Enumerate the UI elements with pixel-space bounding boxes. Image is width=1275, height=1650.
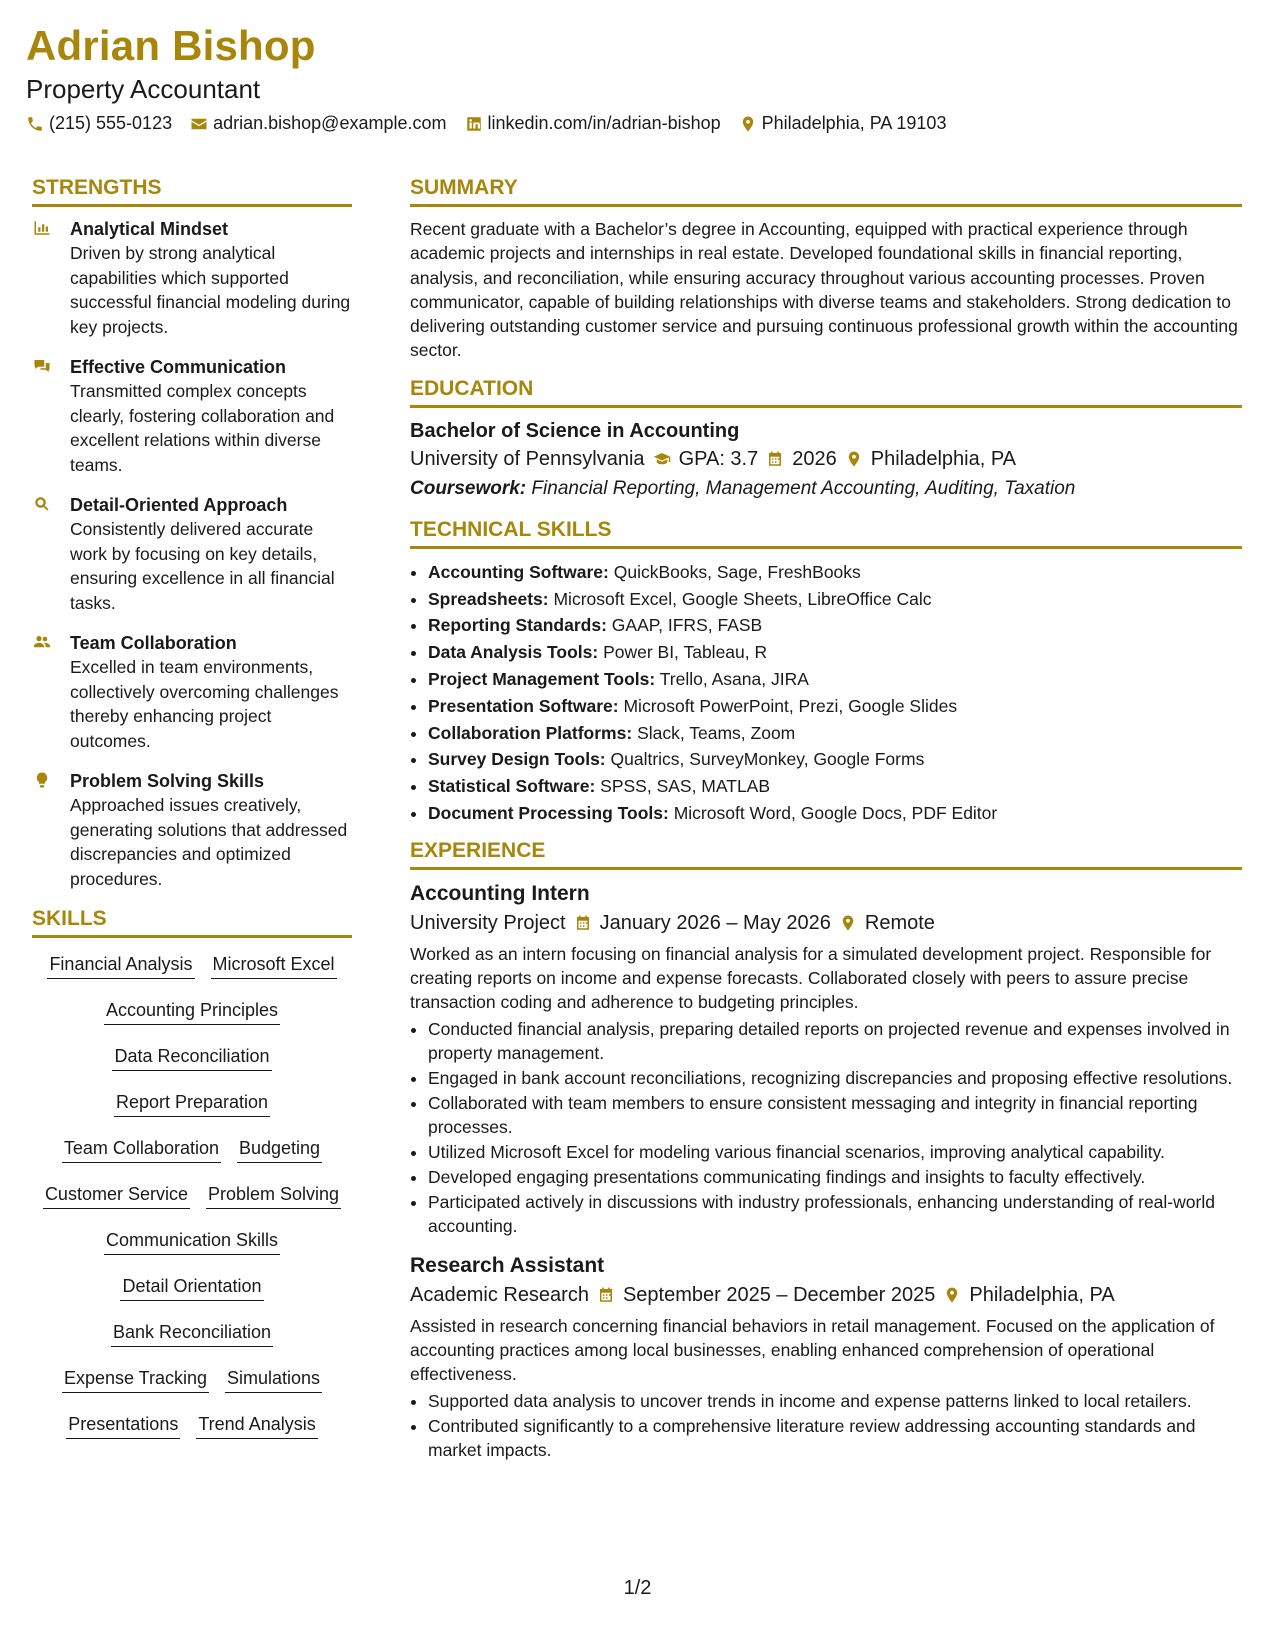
tech-skill-label: Reporting Standards: [428, 615, 607, 636]
summary-text: Recent graduate with a Bachelor’s degree in Accounting, equipped with practical experience through academic projects and internships in real estate. Developed foundational skills in financial reporting, analysis, and reconciliation, while ensuring accuracy throughout various accounting processes. Proven communicator, capable of building relationships with diverse teams and stakeholders. Strong dedication to delivering outstanding customer service and pursuing continuous professional growth within the accounting sector. [410, 219, 1238, 361]
calendar-icon [597, 1286, 615, 1304]
tech-skill-item [428, 559, 1242, 586]
skill-tag: Budgeting [237, 1132, 322, 1163]
strength-item [32, 217, 352, 339]
tech-skill-value: QuickBooks, Sage, FreshBooks [613, 561, 861, 582]
strengths-heading: STRENGTHS [32, 176, 352, 207]
linkedin-icon [465, 115, 483, 133]
job-entry [410, 1252, 1242, 1462]
job-meta [410, 1280, 1242, 1310]
experience-heading: EXPERIENCE [410, 839, 1242, 870]
contact-phone [26, 113, 172, 134]
gpa-text: GPA: 3.7 [678, 447, 759, 470]
strength-item [32, 631, 352, 753]
strength-title: Team Collaboration [70, 633, 237, 653]
tech-skill-label: Document Processing Tools: [428, 802, 669, 823]
map-pin-icon [943, 1286, 961, 1304]
skill-tag: Financial Analysis [47, 948, 194, 979]
strength-title: Effective Communication [70, 357, 287, 377]
job-bullet: • Collaborated with team members to ensure consistent messaging and integrity in financial reporting processes. [428, 1091, 1242, 1139]
tech-skill-label: Data Analysis Tools: [428, 642, 599, 663]
tech-skill-value: GAAP, IFRS, FASB [611, 615, 763, 636]
contact-email[interactable] [190, 113, 446, 134]
tech-skill-label: Survey Design Tools: [428, 749, 606, 770]
tech-skill-item [428, 666, 1242, 693]
users-icon [32, 631, 70, 753]
tech-skill-value: Power BI, Tableau, R [603, 642, 768, 663]
comments-icon [32, 355, 70, 477]
strength-desc: Excelled in team environments, collectively overcoming challenges thereby enhancing project outcomes. [70, 657, 339, 751]
job-description: Assisted in research concerning financial behaviors in retail management. Focused on the application of accounting practices among local businesses, enabling enhanced comprehension of operational effectiveness. [410, 1315, 1215, 1385]
left-column [32, 176, 352, 1454]
skills-list [32, 948, 352, 1454]
coursework [410, 474, 1242, 504]
education-heading: EDUCATION [410, 377, 1242, 408]
skills-heading: SKILLS [32, 907, 352, 938]
strength-item [32, 355, 352, 477]
strength-desc: Consistently delivered accurate work by focusing on key details, ensuring excellence in all financial tasks. [70, 519, 335, 613]
tech-skill-label: Accounting Software: [428, 561, 609, 582]
page-number: 1/2 [623, 1577, 652, 1599]
map-pin-icon [845, 450, 863, 468]
tech-skill-label: Project Management Tools: [428, 668, 656, 689]
strength-item [32, 493, 352, 615]
chart-icon [32, 217, 70, 339]
skill-tag: Detail Orientation [120, 1270, 263, 1301]
contact-bar [26, 113, 946, 134]
job-entry [410, 880, 1242, 1238]
tech-skill-value: Slack, Teams, Zoom [637, 722, 796, 743]
skill-tag: Trend Analysis [196, 1408, 317, 1439]
job-org: Academic Research [410, 1283, 589, 1306]
calendar-icon [766, 450, 784, 468]
skill-tag: Problem Solving [206, 1178, 341, 1209]
summary-heading: SUMMARY [410, 176, 1242, 207]
search-icon [32, 493, 70, 615]
degree-title: Bachelor of Science in Accounting [410, 419, 740, 442]
skill-tag: Simulations [225, 1362, 322, 1393]
job-title: Property Accountant [26, 74, 261, 104]
graduation-cap-icon [653, 450, 671, 468]
tech-skill-label: Statistical Software: [428, 776, 596, 797]
skill-tag: Expense Tracking [62, 1362, 209, 1393]
candidate-name: Adrian Bishop [26, 22, 316, 69]
tech-skill-item [428, 800, 1242, 827]
strength-item [32, 769, 352, 891]
skill-tag: Data Reconciliation [112, 1040, 271, 1071]
lightbulb-icon [32, 769, 70, 891]
phone-text: (215) 555-0123 [49, 113, 173, 133]
skill-tag: Communication Skills [104, 1224, 280, 1255]
job-bullet: • Engaged in bank account reconciliations, recognizing discrepancies and proposing effective resolutions. [428, 1066, 1242, 1090]
tech-skill-value: Trello, Asana, JIRA [659, 668, 809, 689]
strength-desc: Transmitted complex concepts clearly, fostering collaboration and excellent relations within diverse teams. [70, 381, 335, 475]
skill-tag: Accounting Principles [104, 994, 280, 1025]
technical-skills-list [410, 559, 1242, 827]
tech-skill-item [428, 639, 1242, 666]
job-meta [410, 908, 1242, 938]
tech-skill-value: Microsoft PowerPoint, Prezi, Google Slides [623, 695, 958, 716]
graduation-year: 2026 [792, 447, 837, 470]
strength-title: Detail-Oriented Approach [70, 495, 288, 515]
job-bullets [410, 1389, 1242, 1462]
job-bullet: • Conducted financial analysis, preparing detailed reports on projected revenue and expenses involved in property management. [428, 1017, 1242, 1065]
contact-linkedin[interactable] [465, 113, 721, 134]
job-description: Worked as an intern focusing on financial analysis for a simulated development project. Responsible for creating reports on income and expense forecasts. Collaborated closely with peers to assure precise transaction coding and adherence to budgeting principles. [410, 943, 1212, 1013]
calendar-icon [574, 914, 592, 932]
strength-title: Problem Solving Skills [70, 771, 265, 791]
strength-title: Analytical Mindset [70, 219, 229, 239]
job-dates: January 2026 – May 2026 [599, 911, 831, 934]
job-bullet: • Utilized Microsoft Excel for modeling various financial scenarios, improving analytical capability. [428, 1140, 1242, 1164]
strength-desc: Approached issues creatively, generating solutions that addressed discrepancies and optimized procedures. [70, 795, 348, 889]
skill-tag: Microsoft Excel [211, 948, 337, 979]
tech-skill-value: Microsoft Word, Google Docs, PDF Editor [673, 802, 998, 823]
skill-tag: Team Collaboration [62, 1132, 221, 1163]
tech-skill-value: Microsoft Excel, Google Sheets, LibreOffice Calc [553, 588, 932, 609]
job-role: Accounting Intern [410, 881, 590, 905]
tech-skill-item [428, 720, 1242, 747]
email-link[interactable]: adrian.bishop@example.com [213, 113, 447, 133]
job-dates: September 2025 – December 2025 [622, 1283, 936, 1306]
tech-skill-value: Qualtrics, SurveyMonkey, Google Forms [610, 749, 925, 770]
contact-location [739, 113, 947, 134]
tech-skill-label: Spreadsheets: [428, 588, 549, 609]
job-bullet: • Supported data analysis to uncover trends in income and expense patterns linked to local retailers. [428, 1389, 1242, 1413]
strength-desc: Driven by strong analytical capabilities which supported successful financial modeling during key projects. [70, 243, 351, 337]
tech-skill-item [428, 746, 1242, 773]
tech-skill-item [428, 612, 1242, 639]
tech-skill-label: Presentation Software: [428, 695, 619, 716]
education-meta [410, 444, 1242, 474]
tech-skill-value: SPSS, SAS, MATLAB [600, 776, 771, 797]
linkedin-link[interactable]: linkedin.com/in/adrian-bishop [487, 113, 721, 133]
job-role: Research Assistant [410, 1253, 605, 1277]
envelope-icon [190, 115, 208, 133]
skill-tag: Presentations [66, 1408, 180, 1439]
skill-tag: Bank Reconciliation [111, 1316, 273, 1347]
tech-skill-item [428, 693, 1242, 720]
school-name: University of Pennsylvania [410, 447, 645, 470]
skill-tag: Report Preparation [114, 1086, 270, 1117]
job-location: Remote [864, 911, 935, 934]
job-org: University Project [410, 911, 566, 934]
coursework-list: Financial Reporting, Management Accounting, Auditing, Taxation [531, 477, 1076, 499]
technical-skills-heading: TECHNICAL SKILLS [410, 518, 1242, 549]
tech-skill-item [428, 773, 1242, 800]
job-bullet: • Developed engaging presentations communicating findings and insights to faculty effectively. [428, 1165, 1242, 1189]
map-pin-icon [739, 115, 757, 133]
job-bullet: • Contributed significantly to a comprehensive literature review addressing accounting standards and market impacts. [428, 1414, 1242, 1462]
job-bullets [410, 1017, 1242, 1238]
school-location: Philadelphia, PA [870, 447, 1017, 470]
tech-skill-item [428, 586, 1242, 613]
coursework-label: Coursework: [410, 477, 527, 499]
job-bullet: • Participated actively in discussions with industry professionals, enhancing understanding of real-world accounting. [428, 1190, 1242, 1238]
phone-icon [26, 115, 44, 133]
job-location: Philadelphia, PA [969, 1283, 1115, 1306]
skill-tag: Customer Service [43, 1178, 190, 1209]
location-text: Philadelphia, PA 19103 [761, 113, 947, 133]
tech-skill-label: Collaboration Platforms: [428, 722, 633, 743]
right-column [410, 176, 1242, 1476]
map-pin-icon [839, 914, 857, 932]
